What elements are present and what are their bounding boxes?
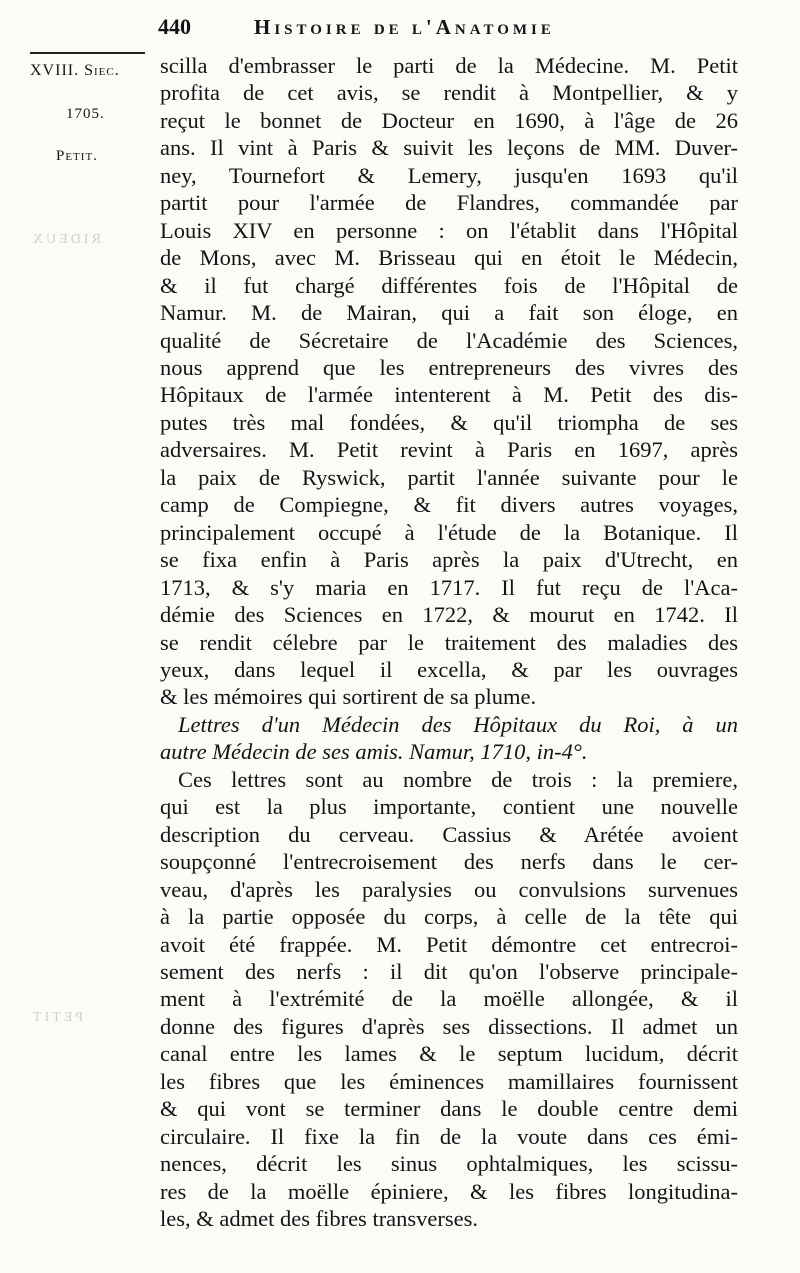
text-line: circulaire. Il fixe la fin de la voute dans ces émi- [160, 1123, 738, 1149]
text-line: canal entre les lames & le septum lucidum, décrit [160, 1041, 738, 1067]
text-line: les fibres que les éminences mamillaires fournissent [160, 1068, 738, 1094]
text-line: & les mémoires qui sortirent de sa plume. [160, 684, 537, 710]
text-line: ans. Il vint à Paris & suivit les leçons de MM. Duver- [160, 135, 738, 161]
text-line: qui est la plus importante, contient une nouvelle [160, 794, 738, 820]
text-line: scilla d'embrasser le parti de la Médecine. M. Petit [160, 53, 738, 78]
text-line: nences, décrit les sinus ophtalmiques, les scissu- [160, 1151, 738, 1177]
text-line: partit pour l'armée de Flandres, commandée par [160, 190, 738, 216]
citation-line: autre Médecin de ses amis. Namur, 1710, in-4°. [160, 739, 588, 765]
margin-name: Petit. [56, 148, 98, 164]
text-line: démie des Sciences en 1722, & mourut en 1742. Il [160, 602, 738, 628]
running-title: Histoire de l'Anatomie [254, 15, 555, 39]
text-line: ney, Tournefort & Lemery, jusqu'en 1693 qu'il [160, 162, 738, 188]
text-line: putes très mal fondées, & qu'il triompha de ses [160, 409, 738, 435]
text-line: 1713, & s'y maria en 1717. Il fut reçu de l'Aca- [160, 574, 738, 600]
text-line: soupçonné l'entrecroisement des nerfs dans le cer- [160, 849, 738, 875]
text-line: avoit été frappée. M. Petit démontre cet entrecroi- [160, 931, 738, 957]
text-line: qualité de Sécretaire de l'Académie des Sciences, [160, 327, 738, 353]
bleed-through-mark: PETIT [30, 1010, 84, 1025]
text-line: res de la moëlle épiniere, & les fibres longitudina- [160, 1178, 738, 1204]
text-line: à la partie opposée du corps, à celle de la tête qui [160, 904, 738, 930]
text-line: principalement occupé à l'étude de la Botanique. Il [160, 519, 738, 545]
text-line: se rendit célebre par le traitement des maladies des [160, 629, 738, 655]
text-line: description du cerveau. Cassius & Arétée avoient [160, 821, 738, 847]
page-number: 440 [158, 14, 191, 39]
margin-century: XVIII. Siec. [30, 62, 120, 79]
text-line: se fixa enfin à Paris après la paix d'Utrecht, en [160, 547, 738, 573]
text-line: Louis XIV en personne : on l'établit dans l'Hôpital [160, 217, 738, 243]
text-line: camp de Compiegne, & fit divers autres voyages, [160, 492, 738, 518]
text-line: veau, d'après les paralysies ou convulsions survenues [160, 876, 738, 902]
text-line: nous apprend que les entrepreneurs des vivres des [160, 354, 738, 380]
text-line: les, & admet des fibres transverses. [160, 1206, 479, 1232]
text-line: sement des nerfs : il dit qu'on l'observe principale- [160, 958, 738, 984]
bleed-through-mark: RIDEUX [30, 232, 101, 247]
text-line: yeux, dans lequel il excella, & par les ouvrages [160, 656, 738, 682]
margin-rule [30, 52, 145, 54]
text-line: & il fut chargé différentes fois de l'Hôpital de [160, 272, 738, 298]
main-text [160, 52, 738, 1232]
text-line: de Mons, avec M. Brisseau qui en étoit le Médecin, [160, 245, 738, 271]
text-line: adversaires. M. Petit revint à Paris en 1697, après [160, 437, 738, 463]
text-line: ment à l'extrémité de la moëlle allongée, & il [160, 986, 738, 1012]
text-line: & qui vont se terminer dans le double centre demi [160, 1096, 738, 1122]
text-line: Namur. M. de Mairan, qui a fait son éloge, en [160, 300, 738, 326]
text-line: Ces lettres sont au nombre de trois : la premiere, [178, 766, 738, 792]
text-line: profita de cet avis, se rendit à Montpellier, & y [160, 80, 738, 106]
text-line: donne des figures d'après ses dissections. Il admet un [160, 1013, 738, 1039]
citation-line: Lettres d'un Médecin des Hôpitaux du Roi, à un [178, 711, 738, 737]
text-line: reçut le bonnet de Docteur en 1690, à l'âge de 26 [160, 107, 738, 133]
margin-year: 1705. [66, 106, 105, 122]
text-line: Hôpitaux de l'armée intenterent à M. Petit des dis- [160, 382, 738, 408]
text-line: la paix de Ryswick, partit l'année suivante pour le [160, 464, 738, 490]
running-head [158, 14, 778, 48]
